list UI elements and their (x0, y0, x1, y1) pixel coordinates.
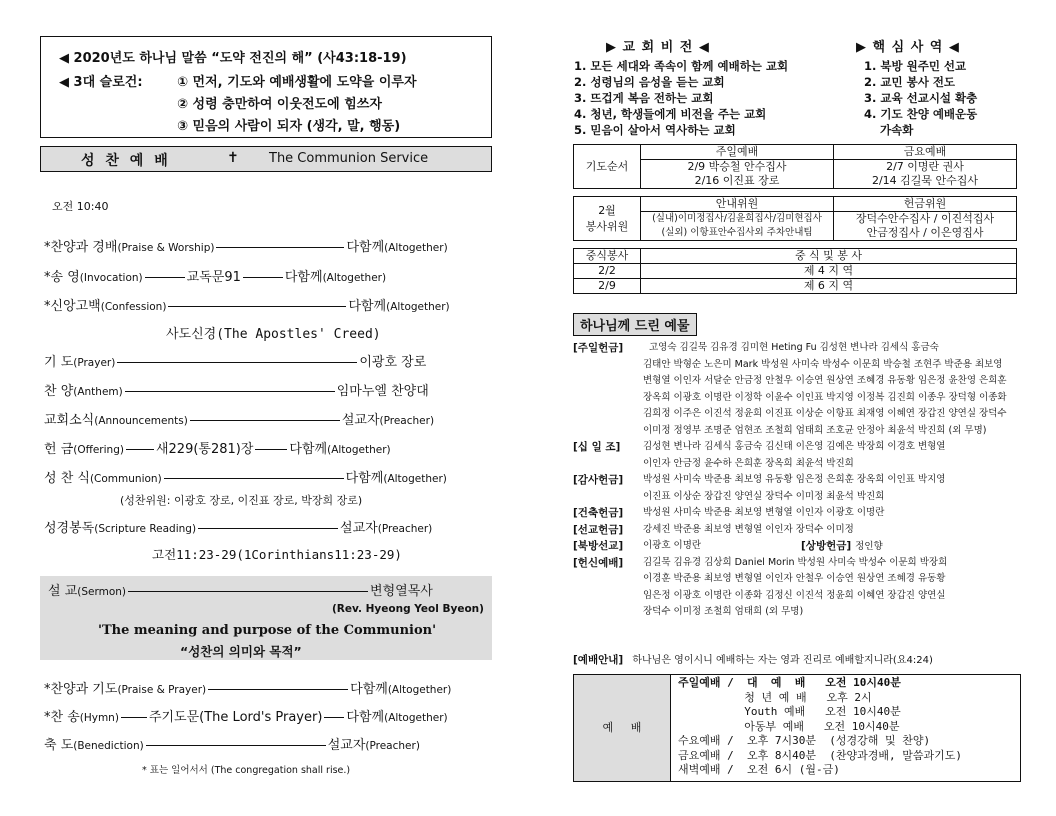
offering-title: 하나님께 드린 예물 (573, 313, 697, 336)
ministry-item: 4. 기도 찬양 예배운동 (864, 107, 978, 121)
offering-label: [북방선교] (573, 540, 624, 552)
worship-line: 청 년 예 배 오후 2시 (678, 690, 872, 704)
offering-names: 박성원 사미숙 박준용 최보영 유동황 임은정 은희훈 장옥희 이인표 박지영 (643, 474, 946, 485)
offering-names: 박성원 사미숙 박준용 최보영 변형열 이인자 이광호 이명란 (643, 507, 885, 518)
offering-names: 김성현 변나라 김세식 홍금숙 김신태 이은영 김예은 박장희 이경호 변형열 (643, 441, 946, 452)
cross-icon: ✝ (227, 150, 239, 166)
usher-table (573, 196, 1017, 241)
offering-names: 이인자 안금정 윤수하 은희훈 장옥희 최윤석 박진희 (643, 457, 854, 469)
meal-region: 제 4 지 역 (641, 264, 1017, 279)
usher-cell: 안금정집사 / 이은영집사 (834, 226, 1017, 241)
order-item: 찬 양(Anthem) 임마누엘 찬양대 (44, 384, 429, 399)
usher-label (574, 197, 641, 241)
service-header (40, 146, 492, 172)
service-title-en: The Communion Service (269, 151, 429, 166)
order-item: *신앙고백(Confession) 다함께(Altogether) (44, 299, 450, 314)
south-mission-label: [상방헌금] (801, 540, 852, 552)
worship-line: 주일예배 / 대 예 배 오전 10시40분 (678, 676, 901, 689)
order-item: 기 도(Prayer) 이광호 장로 (44, 355, 427, 370)
ministry-item: 1. 북방 원주민 선교 (864, 59, 967, 73)
usher-col2: 헌금위원 (834, 197, 1017, 212)
offering-row (573, 555, 948, 573)
service-title-ko: 성 찬 예 배 (81, 153, 171, 169)
offering-row (573, 472, 946, 490)
order-item: 성 찬 식(Communion) 다함께(Altogether) (44, 471, 447, 486)
offering-label: [건축헌금] (573, 507, 624, 519)
meal-col: 중 식 및 봉 사 (641, 249, 1017, 264)
offering-names: 김태안 박형순 노은미 Mark 박성원 사미숙 박성수 이문희 박승철 조현주 박준용 최보영 (643, 358, 1003, 370)
offering-names: 김희정 이주은 이진석 정윤희 이진표 이상순 이항표 최재영 이혜연 장갑진 양연실 장덕수 (643, 408, 1007, 419)
offering-names: 김길묵 김유경 김상희 Daniel Morin 박성원 사미숙 박성수 이문희 박장희 (643, 556, 948, 568)
prayer-label: 기도순서 (574, 145, 641, 189)
offering-label: [감사헌금] (573, 474, 624, 486)
offering-names: 이진표 이상순 장갑진 양연실 장덕수 이미정 최윤석 박진희 (643, 490, 885, 502)
offering-row (573, 522, 854, 540)
order-item: 축 도(Benediction) 설교자(Preacher) (44, 738, 420, 753)
order-item: *송 영(Invocation) 교독문91 다함께(Altogether) (44, 270, 387, 285)
worship-guide-label: [예배안내] (573, 654, 624, 666)
offering-names: 변형열 이인자 서달순 안금정 안철우 이승연 원상연 조혜경 유동황 임은정 윤찬영 은희훈 (643, 375, 1007, 386)
motto-prefix: ◀ 2020년도 하나님 말씀 (59, 51, 207, 66)
prayer-cell: 2/9 박승철 안수집사 (641, 160, 834, 175)
offering-label: [십 일 조] (573, 441, 621, 453)
order-item: 헌 금(Offering) 새229(통281)장 다함께(Altogether) (44, 442, 391, 457)
offering-names: 임은정 이광호 이명란 이종화 김정신 이진석 정윤희 이혜연 장갑진 양연실 (643, 589, 946, 601)
sermon-title-en: 'The meaning and purpose of the Communion' (98, 623, 437, 638)
prayer-col1: 주일예배 (641, 145, 834, 160)
prayer-table (573, 144, 1017, 189)
offering-names: 고영숙 김길묵 김유경 김미현 Heting Fu 김성현 변나라 김세식 홍금숙 (649, 342, 939, 353)
motto-box (40, 36, 492, 138)
usher-label-role: 봉사위원 (585, 219, 629, 233)
ministry-title: ▶ 핵 심 사 역 ◀ (856, 40, 960, 55)
vision-title: ▶ 교 회 비 전 ◀ (606, 40, 710, 55)
offering-names: 장옥희 이광호 이명란 이정학 이윤수 이인표 박지영 이정복 김진희 이종우 장덕형 이종화 (643, 391, 1007, 403)
sermon-line: 설 교(Sermon) 변형열목사 (48, 584, 433, 599)
apostles-creed: 사도신경(The Apostles' Creed) (166, 327, 381, 342)
vision-item: 3. 뜨겁게 복음 전하는 교회 (574, 91, 714, 105)
offering-names: 이미정 정영부 조명준 엄현조 조철희 엄태희 조호균 안정아 최윤석 박진희 (외 무명) (643, 424, 987, 436)
prayer-col2: 금요예배 (834, 145, 1017, 160)
worship-line: 금요예배 / 오후 8시40분 (찬양과경배, 말씀과기도) (678, 748, 962, 762)
worship-line: 아동부 예배 오전 10시40분 (678, 719, 900, 733)
offering-label: [헌신예배] (573, 556, 624, 569)
meal-date: 2/2 (574, 264, 641, 279)
meal-region: 제 6 지 역 (641, 279, 1017, 294)
vision-item: 5. 믿음이 살아서 역사하는 교회 (574, 123, 736, 137)
worship-line: 새벽예배 / 오전 6시 (월-금) (678, 763, 840, 776)
worship-guide-text: 하나님은 영이시니 예배하는 자는 영과 진리로 예배할지니라(요4:24) (632, 655, 933, 666)
worship-guide (573, 652, 933, 670)
prayer-cell: 2/7 이명란 권사 (834, 160, 1017, 175)
sermon-title-ko: “성찬의 의미와 목적” (180, 644, 302, 659)
meal-date: 2/9 (574, 279, 641, 294)
offering-row (573, 505, 885, 523)
service-time: 오전 10:40 (52, 200, 109, 213)
meal-table (573, 248, 1017, 294)
motto-title: “도약 전진의 해” (211, 51, 313, 66)
footnote: * 표는 일어서서 (The congregation shall rise.) (142, 765, 351, 776)
slogan-2: ② 성령 충만하여 이웃전도에 힘쓰자 (177, 97, 382, 112)
offering-row (573, 439, 946, 457)
worship-table (573, 674, 1021, 782)
worship-line: 수요예배 / 오후 7시30분 (성경강해 및 찬양) (678, 734, 931, 747)
slogan-3: ③ 믿음의 사람이 되자 (생각, 말, 행동) (177, 119, 401, 134)
usher-col1: 안내위원 (641, 197, 834, 212)
offering-row (573, 340, 939, 358)
offering-names: 장덕수 이미정 조철희 엄태희 (외 무명) (643, 606, 804, 617)
worship-table-label: 예 배 (602, 721, 642, 734)
usher-cell: (실외) 이항표안수집사외 주차안내팀 (641, 226, 834, 241)
offering-label: [선교헌금] (573, 523, 624, 536)
offering-names: 이경훈 박준용 최보영 변형열 이인자 안철우 이승연 원상연 조혜경 유동황 (643, 573, 946, 584)
scripture-ref: 고전11:23-29(1Corinthians11:23-29) (152, 547, 402, 562)
offering-names: 강세진 박준용 최보영 변형열 이인자 장덕수 이미정 (643, 523, 854, 535)
ministry-item: 3. 교육 선교시설 확충 (864, 91, 978, 105)
offering-row (573, 538, 702, 556)
order-item: 성경봉독(Scripture Reading) 설교자(Preacher) (44, 521, 433, 536)
preacher-en: (Rev. Hyeong Yeol Byeon) (332, 603, 484, 615)
prayer-cell: 2/14 김길묵 안수집사 (834, 174, 1017, 189)
offering-label: [주일헌금] (573, 342, 624, 354)
slogan-1: ① 먼저, 기도와 예배생활에 도약을 이루자 (177, 75, 417, 90)
slogan-label: ◀ 3대 슬로건: (59, 75, 143, 90)
usher-cell: (실내)이미정집사/김윤희집사/김미현집사 (641, 212, 834, 227)
order-item: 교회소식(Announcements) 설교자(Preacher) (44, 413, 435, 428)
south-mission (801, 538, 883, 556)
worship-line: Youth 예배 오전 10시40분 (678, 705, 901, 718)
communion-servers: (성찬위원: 이광호 장로, 이진표 장로, 박장희 장로) (120, 494, 363, 507)
motto-ref: (사43:18-19) (317, 51, 407, 66)
vision-item: 2. 성령님의 음성을 듣는 교회 (574, 75, 725, 89)
ministry-item: 가속화 (880, 123, 914, 137)
south-mission-names: 정인향 (855, 541, 883, 552)
order-item: *찬양과 기도(Praise & Prayer) 다함께(Altogether) (44, 682, 452, 697)
prayer-cell: 2/16 이진표 장로 (641, 174, 834, 189)
order-item: *찬 송(Hymn) 주기도문(The Lord's Prayer) 다함께(Altogether) (44, 710, 448, 725)
worship-lines (678, 676, 962, 778)
usher-label-month: 2월 (598, 203, 616, 217)
vision-item: 1. 모든 세대와 족속이 함께 예배하는 교회 (574, 59, 789, 73)
order-item: *찬양과 경배(Praise & Worship) 다함께(Altogether) (44, 240, 448, 255)
offering-names: 이광호 이명란 (643, 540, 702, 551)
sermon-box (40, 576, 492, 660)
ministry-item: 2. 교민 봉사 전도 (864, 75, 956, 89)
meal-label: 중식봉사 (574, 249, 641, 264)
vision-item: 4. 청년, 학생들에게 비전을 주는 교회 (574, 107, 767, 121)
motto-line1 (59, 47, 407, 66)
worship-table-label-cell (574, 675, 671, 781)
usher-cell: 장덕수안수집사 / 이진석집사 (834, 212, 1017, 227)
